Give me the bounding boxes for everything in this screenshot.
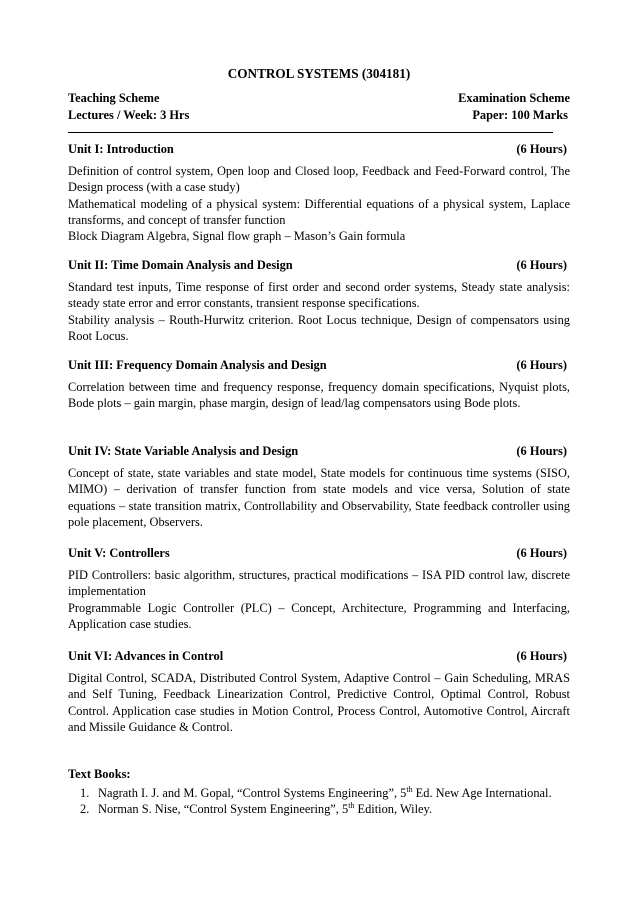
unit-section	[68, 257, 570, 344]
unit-paragraph: Correlation between time and frequency response, frequency domain specifications, Nyquist plots, Bode plots – gain margin, phase margin, design of lead/lag compensators using Bode plots.	[68, 380, 570, 411]
list-number: 2.	[80, 802, 90, 817]
unit-paragraph: Digital Control, SCADA, Distributed Control System, Adaptive Control – Gain Scheduling, MRAS and Self Tuning, Feedback Linearization Control, Predictive Control, Optimal Control, Robust Control. Application case studies in Motion Control, Process Control, Automotive Control, Aircraft and Missile Guidance & Control.	[68, 671, 570, 734]
unit-section	[68, 648, 570, 735]
unit-title: Unit V: Controllers	[68, 546, 170, 560]
unit-hours: (6 Hours)	[516, 649, 567, 663]
list-number: 1.	[80, 786, 90, 801]
unit-hours: (6 Hours)	[516, 142, 567, 156]
unit-paragraph: Stability analysis – Routh-Hurwitz criterion. Root Locus technique, Design of compensators using Root Locus.	[68, 312, 570, 343]
horizontal-rule	[68, 132, 553, 133]
unit-title: Unit III: Frequency Domain Analysis and Design	[68, 358, 327, 372]
unit-section	[68, 545, 570, 632]
unit-hours: (6 Hours)	[516, 358, 567, 372]
examination-scheme-label: Examination Scheme	[458, 91, 570, 105]
book-citation: Norman S. Nise, “Control System Engineering”, 5	[98, 802, 349, 817]
text-book-item	[68, 801, 570, 817]
superscript: th	[348, 801, 355, 811]
unit-hours: (6 Hours)	[516, 258, 567, 272]
book-citation-rest: Edition, Wiley.	[354, 802, 433, 817]
text-books-section	[68, 766, 570, 818]
unit-paragraph: Programmable Logic Controller (PLC) – Concept, Architecture, Programming and Interfacing, Application case studies.	[68, 600, 570, 631]
unit-section	[68, 141, 570, 244]
paper-marks: Paper: 100 Marks	[472, 107, 568, 122]
unit-paragraph: Block Diagram Algebra, Signal flow graph – Mason’s Gain formula	[68, 229, 406, 244]
page-title: CONTROL SYSTEMS (304181)	[227, 66, 411, 81]
book-citation: Nagrath I. J. and M. Gopal, “Control Systems Engineering”, 5	[98, 786, 407, 801]
text-books-heading: Text Books:	[68, 767, 131, 781]
unit-hours: (6 Hours)	[516, 546, 567, 560]
teaching-scheme-label: Teaching Scheme	[68, 91, 160, 105]
book-citation-rest: Ed. New Age International.	[412, 786, 552, 801]
superscript: th	[406, 785, 413, 795]
unit-section	[68, 357, 570, 412]
unit-title: Unit VI: Advances in Control	[68, 649, 224, 663]
scheme-block	[68, 90, 570, 123]
unit-title: Unit I: Introduction	[68, 142, 174, 156]
unit-paragraph: Mathematical modeling of a physical system: Differential equations of a physical system, Laplace transforms, and concept of transfer function	[68, 196, 570, 227]
unit-paragraph: Concept of state, state variables and state model, State models for continuous time systems (SISO, MIMO) – derivation of transfer function from state models and vice versa, Solution of state equations – state transition matrix, Controllability and Observability, State feedback controller using pole placement, Observers.	[68, 466, 570, 529]
unit-section	[68, 443, 570, 530]
text-book-item	[68, 785, 570, 801]
text-books-list	[68, 785, 570, 817]
unit-paragraph: Definition of control system, Open loop and Closed loop, Feedback and Feed-Forward control, The Design process (with a case study)	[68, 164, 570, 195]
lectures-per-week: Lectures / Week: 3 Hrs	[68, 107, 190, 122]
unit-title: Unit II: Time Domain Analysis and Design	[68, 258, 293, 272]
unit-paragraph: PID Controllers: basic algorithm, structures, practical modifications – ISA PID control law, discrete implementation	[68, 568, 570, 599]
unit-title: Unit IV: State Variable Analysis and Design	[68, 444, 299, 458]
unit-hours: (6 Hours)	[516, 444, 567, 458]
unit-paragraph: Standard test inputs, Time response of first order and second order systems, Steady state analysis: steady state error and error constants, transient response specifications.	[68, 280, 570, 311]
